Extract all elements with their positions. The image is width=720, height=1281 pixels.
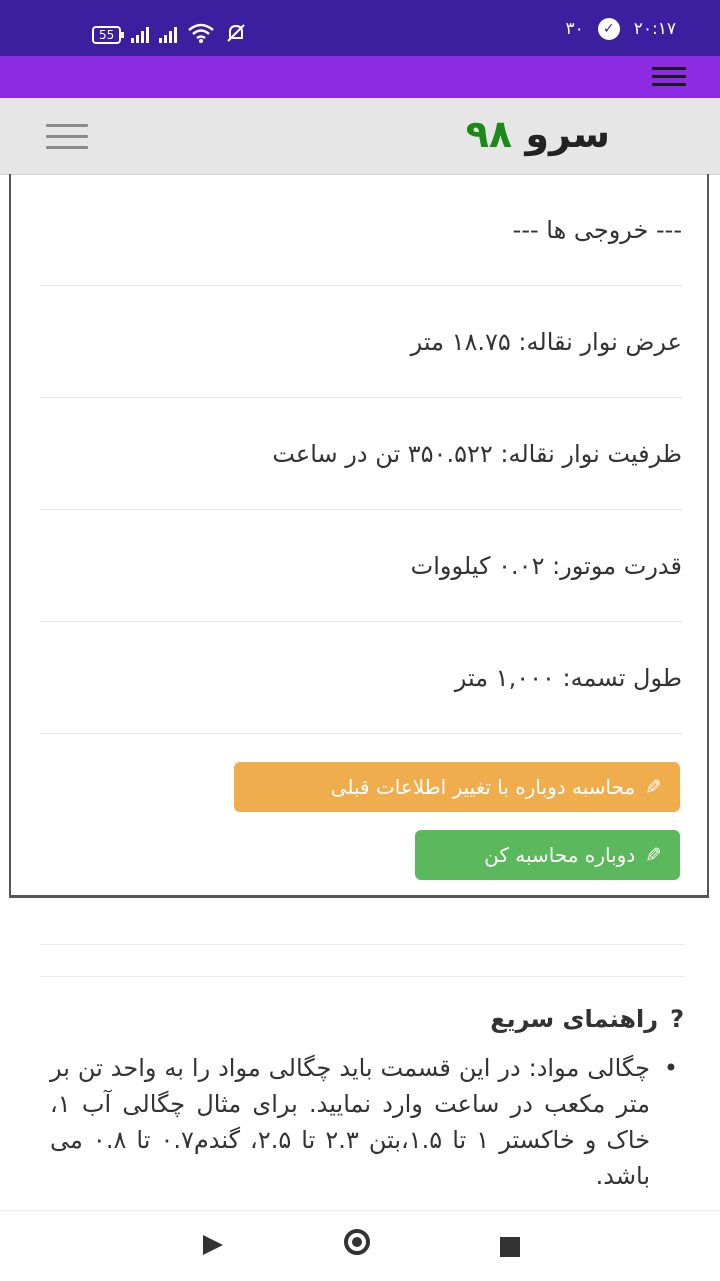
pencil-icon: ✎ <box>645 843 662 867</box>
belt-capacity-text: ظرفیت نوار نقاله: ۳۵۰.۵۲۲ تن در ساعت <box>272 439 682 468</box>
back-icon[interactable] <box>203 1235 223 1255</box>
question-icon: ? <box>670 1005 684 1033</box>
status-bar <box>0 0 720 56</box>
status-right <box>565 18 676 40</box>
system-nav-bar <box>0 1210 720 1281</box>
app-top-bar <box>0 56 720 98</box>
recent-apps-icon[interactable] <box>500 1237 520 1257</box>
motor-power-text: قدرت موتور: ۰.۰۲ کیلووات <box>410 551 682 580</box>
recalc-label: دوباره محاسبه کن <box>484 843 636 867</box>
pencil-icon: ✎ <box>645 775 662 799</box>
hamburger-menu-icon[interactable] <box>46 124 88 157</box>
outputs-heading <box>40 174 682 286</box>
quick-guide-list <box>50 1050 650 1194</box>
list-item: • چگالی مواد: در این قسمت باید چگالی مواد را به واحد تن بر متر مکعب در ساعت وارد نمایید. برای مثال چگالی آب ۱، خاک و خاکستر ۱ تا ۱.۵،بتن ۲.۳ تا ۲.۵، گندم۰.۷ تا ۰.۸ می باشد. <box>50 1050 650 1194</box>
logo-word: سرو <box>525 112 610 156</box>
site-header <box>0 98 720 175</box>
quick-guide-title-text: راهنمای سریع <box>490 1005 659 1033</box>
divider <box>40 944 684 945</box>
site-logo[interactable] <box>466 112 610 156</box>
signal-icon-2 <box>159 27 177 43</box>
motor-power-row <box>40 510 682 622</box>
recalc-with-change-label: محاسبه دوباره با تغییر اطلاعات قبلی <box>330 775 636 799</box>
divider <box>40 976 684 977</box>
outputs-heading-text: --- خروجی ها --- <box>512 215 682 244</box>
belt-width-row <box>40 286 682 398</box>
status-left-icons <box>92 22 247 48</box>
recalculate-with-changes-button[interactable] <box>234 762 680 812</box>
belt-length-text: طول تسمه: ۱,۰۰۰ متر <box>454 663 682 692</box>
menu-icon[interactable] <box>652 67 686 91</box>
quick-guide-title <box>490 1005 684 1033</box>
recalculate-button[interactable] <box>415 830 680 880</box>
belt-capacity-row <box>40 398 682 510</box>
output-panel <box>9 174 709 898</box>
belt-length-row <box>40 622 682 734</box>
logo-number: ۹۸ <box>465 112 513 156</box>
battery-icon: 55 <box>92 26 121 44</box>
notification-count: ۳۰ <box>565 19 584 39</box>
bell-muted-icon <box>225 22 247 48</box>
clock: ۲۰:۱۷ <box>633 19 676 39</box>
wifi-icon <box>187 23 215 47</box>
belt-width-text: عرض نوار نقاله: ۱۸.۷۵ متر <box>410 327 682 356</box>
vpn-icon: ✓ <box>598 18 620 40</box>
home-icon[interactable] <box>344 1229 370 1255</box>
signal-icon <box>131 27 149 43</box>
